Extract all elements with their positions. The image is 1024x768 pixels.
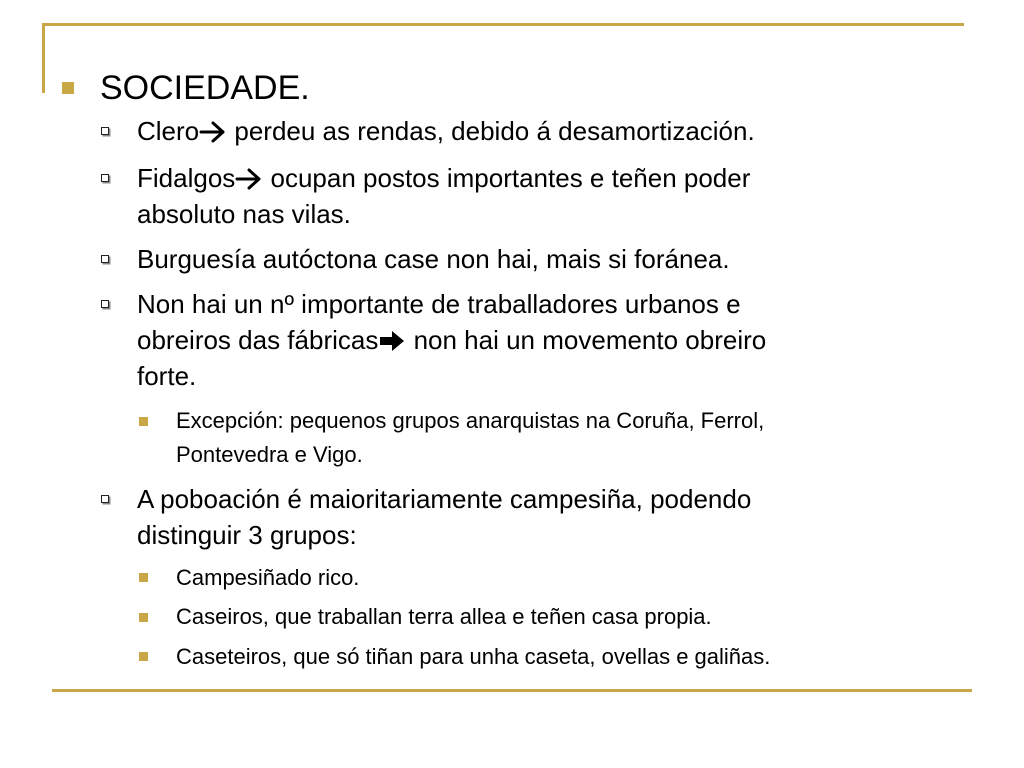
item-clero-term: Clero: [137, 116, 200, 146]
bullet-clero: [101, 127, 109, 135]
item-traballadores-line2: [137, 322, 766, 358]
bullet-traballadores: [101, 300, 109, 308]
right-arrow-icon: [199, 121, 227, 143]
sub-excepcion-line1: Excepción: pequenos grupos anarquistas na Coruña, Ferrol,: [176, 408, 765, 433]
slide-title: SOCIEDADE.: [100, 69, 310, 107]
item-fidalgos-line1: [137, 160, 750, 196]
title-bullet: [62, 82, 74, 94]
item-traballadores-line3: forte.: [137, 361, 197, 391]
sub-excepcion-line2: Pontevedra e Vigo.: [176, 442, 363, 467]
item-traballadores-term: obreiros das fábricas: [137, 325, 379, 355]
bottom-rule: [52, 689, 972, 692]
right-arrow-icon: [235, 168, 263, 190]
item-fidalgos-text: ocupan postos importantes e teñen poder: [263, 163, 751, 193]
bullet-poboacion: [101, 495, 109, 503]
sub-bullet-excepcion: [139, 417, 148, 426]
item-clero-text: perdeu as rendas, debido á desamortización.: [227, 116, 755, 146]
sub-caseiros: Caseiros, que traballan terra allea e teñen casa propia.: [176, 604, 712, 629]
item-traballadores-text: non hai un movemento obreiro: [406, 325, 767, 355]
left-rule: [42, 23, 45, 93]
sub-caseteiros: Caseteiros, que só tiñan para unha caseta, ovellas e galiñas.: [176, 644, 771, 669]
sub-bullet-caseiros: [139, 613, 148, 622]
item-burguesia: Burguesía autóctona case non hai, mais si foránea.: [137, 244, 730, 274]
top-rule: [42, 23, 964, 26]
item-poboacion-line1: A poboación é maioritariamente campesiña, podendo: [137, 484, 752, 514]
sub-bullet-campesinado: [139, 573, 148, 582]
bullet-fidalgos: [101, 174, 109, 182]
item-traballadores-line1: Non hai un nº importante de traballadores urbanos e: [137, 289, 741, 319]
bullet-burguesia: [101, 255, 109, 263]
item-fidalgos-term: Fidalgos: [137, 163, 236, 193]
bold-right-arrow-icon: [378, 329, 406, 353]
item-poboacion-line2: distinguir 3 grupos:: [137, 520, 357, 550]
item-fidalgos-line2: absoluto nas vilas.: [137, 199, 351, 229]
item-clero: [137, 113, 755, 149]
sub-bullet-caseteiros: [139, 652, 148, 661]
sub-campesinado: Campesiñado rico.: [176, 565, 360, 590]
